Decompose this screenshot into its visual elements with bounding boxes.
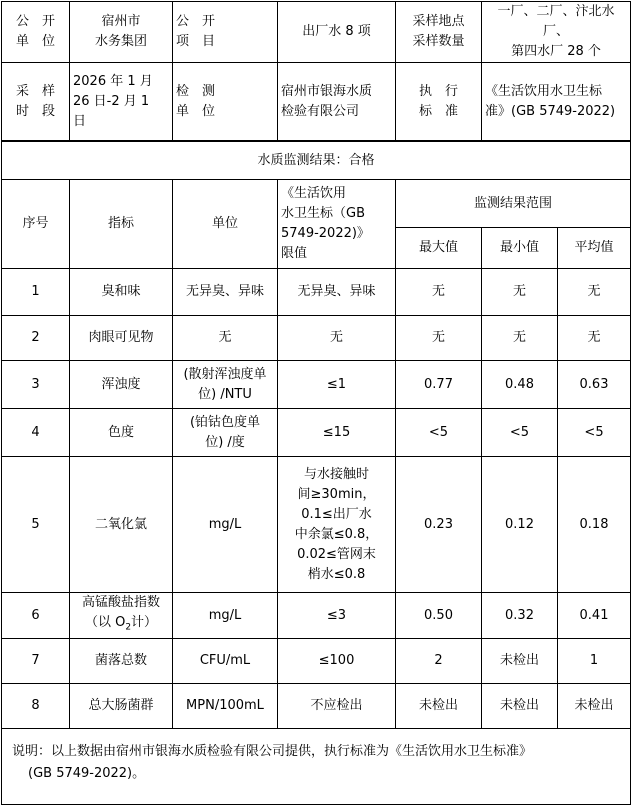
lab-value: 宿州市银海水质 检验有限公司 xyxy=(278,63,396,141)
row-max: 未检出 xyxy=(396,684,482,729)
col-indicator: 指标 xyxy=(70,180,173,269)
row-limit: 不应检出 xyxy=(278,684,396,729)
row-limit: ≤3 xyxy=(278,593,396,639)
row-limit: ≤1 xyxy=(278,361,396,409)
row-max: <5 xyxy=(396,409,482,457)
row-no: 1 xyxy=(2,269,70,316)
row-limit: 无异臭、异味 xyxy=(278,269,396,316)
row-avg: 1 xyxy=(558,639,631,684)
row-max: 无 xyxy=(396,269,482,316)
row-indicator xyxy=(70,593,173,639)
row-unit: MPN/100mL xyxy=(173,684,278,729)
standard-label: 执 行 标 准 xyxy=(396,63,482,141)
row-avg: 无 xyxy=(558,316,631,361)
row-unit: mg/L xyxy=(173,593,278,639)
row-min: 0.32 xyxy=(482,593,558,639)
row-min: <5 xyxy=(482,409,558,457)
row-min: 未检出 xyxy=(482,684,558,729)
result-title-row xyxy=(2,142,631,180)
indicator-main: 高锰酸盐指数 xyxy=(81,595,160,611)
row-max: 0.23 xyxy=(396,457,482,593)
row-limit: ≤100 xyxy=(278,639,396,684)
sample-label: 采样地点 采样数量 xyxy=(396,2,482,63)
indicator-subscript: 2 xyxy=(125,622,132,633)
row-max: 2 xyxy=(396,639,482,684)
row-unit: (散射浑浊度单 位) /NTU xyxy=(173,361,278,409)
table-row xyxy=(2,593,631,639)
row-no: 7 xyxy=(2,639,70,684)
table-row xyxy=(2,684,631,729)
row-no: 8 xyxy=(2,684,70,729)
note-line-2: (GB 5749-2022)。 xyxy=(28,766,146,781)
standard-value: 《生活饮用水卫生标 准》(GB 5749-2022) xyxy=(482,63,631,141)
row-avg: 0.18 xyxy=(558,457,631,593)
table-row xyxy=(2,639,631,684)
indicator-sub-post: 计） xyxy=(131,615,158,631)
col-min: 最小值 xyxy=(482,228,558,269)
project-label: 公 开 项 目 xyxy=(173,2,278,63)
col-avg: 平均值 xyxy=(558,228,631,269)
row-indicator: 二氧化氯 xyxy=(70,457,173,593)
row-avg: <5 xyxy=(558,409,631,457)
row-indicator: 肉眼可见物 xyxy=(70,316,173,361)
table-row xyxy=(2,361,631,409)
row-min: 0.48 xyxy=(482,361,558,409)
row-unit: CFU/mL xyxy=(173,639,278,684)
row-max: 0.77 xyxy=(396,361,482,409)
period-value: 2026 年 1 月 26 日-2 月 1 日 xyxy=(70,63,173,141)
col-unit: 单位 xyxy=(173,180,278,269)
row-unit: 无 xyxy=(173,316,278,361)
row-avg: 0.63 xyxy=(558,361,631,409)
indicator-sub-pre: （以 O xyxy=(84,615,126,631)
note xyxy=(2,729,631,805)
row-max: 无 xyxy=(396,316,482,361)
row-no: 6 xyxy=(2,593,70,639)
period-label: 采 样 时 段 xyxy=(2,63,70,141)
row-min: 未检出 xyxy=(482,639,558,684)
result-title: 水质监测结果：合格 xyxy=(2,142,631,180)
row-limit: ≤15 xyxy=(278,409,396,457)
row-indicator: 色度 xyxy=(70,409,173,457)
row-no: 5 xyxy=(2,457,70,593)
row-limit: 与水接触时 间≥30min， 0.1≤出厂水 中余氯≤0.8， 0.02≤管网末 梢水≤0.8 xyxy=(278,457,396,593)
project-value: 出厂水 8 项 xyxy=(278,2,396,63)
unit-value: 宿州市 水务集团 xyxy=(70,2,173,63)
row-unit: 无异臭、异味 xyxy=(173,269,278,316)
lab-label: 检 测 单 位 xyxy=(173,63,278,141)
note-row xyxy=(2,729,631,805)
header-row-1 xyxy=(2,2,631,63)
row-max: 0.50 xyxy=(396,593,482,639)
row-avg: 0.41 xyxy=(558,593,631,639)
table-row xyxy=(2,457,631,593)
row-indicator: 浑浊度 xyxy=(70,361,173,409)
row-min: 无 xyxy=(482,269,558,316)
col-no: 序号 xyxy=(2,180,70,269)
row-min: 0.12 xyxy=(482,457,558,593)
row-unit: (铂钴色度单 位) /度 xyxy=(173,409,278,457)
col-limit: 《生活饮用 水卫生标（GB 5749-2022)》 限值 xyxy=(278,180,396,269)
row-min: 无 xyxy=(482,316,558,361)
row-no: 2 xyxy=(2,316,70,361)
row-indicator: 菌落总数 xyxy=(70,639,173,684)
row-unit: mg/L xyxy=(173,457,278,593)
table-row xyxy=(2,316,631,361)
note-line-1: 说明：以上数据由宿州市银海水质检验有限公司提供，执行标准为《生活饮用水卫生标准》 xyxy=(12,744,533,759)
sample-value: 一厂、二厂、汴北水厂、 第四水厂 28 个 xyxy=(482,2,631,63)
row-indicator: 总大肠菌群 xyxy=(70,684,173,729)
table-row xyxy=(2,409,631,457)
column-header-row-1 xyxy=(2,180,631,228)
col-max: 最大值 xyxy=(396,228,482,269)
unit-label: 公 开 单 位 xyxy=(2,2,70,63)
row-no: 3 xyxy=(2,361,70,409)
header-row-2 xyxy=(2,63,631,141)
table-row xyxy=(2,269,631,316)
col-range: 监测结果范围 xyxy=(396,180,631,228)
report-table xyxy=(1,1,631,805)
row-limit: 无 xyxy=(278,316,396,361)
row-avg: 未检出 xyxy=(558,684,631,729)
row-avg: 无 xyxy=(558,269,631,316)
row-no: 4 xyxy=(2,409,70,457)
row-indicator: 臭和味 xyxy=(70,269,173,316)
